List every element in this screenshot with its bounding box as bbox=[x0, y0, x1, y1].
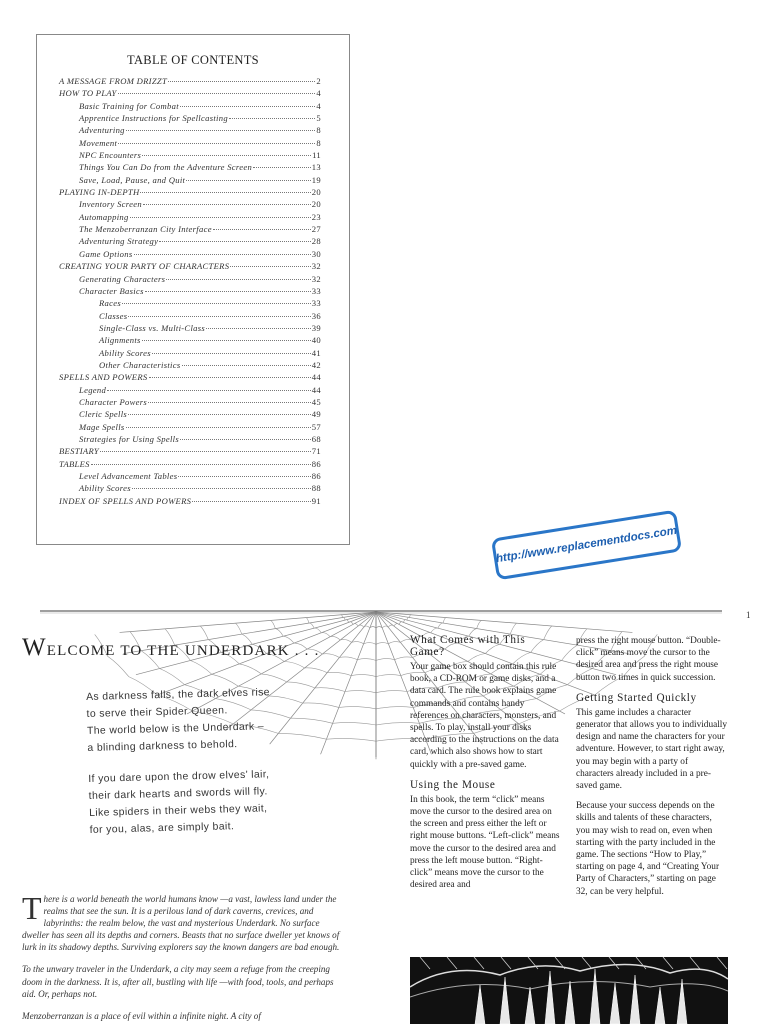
toc-entry bbox=[59, 496, 321, 508]
toc-entry-title: Adventuring bbox=[79, 125, 125, 136]
toc-entry-title: Basic Training for Combat bbox=[79, 100, 179, 111]
toc-entry-page: 5 bbox=[316, 113, 321, 124]
watermark-text[interactable]: http://www.replacementdocs.com bbox=[495, 524, 678, 566]
toc-entry-title: TABLES bbox=[59, 458, 90, 469]
toc-entry bbox=[59, 249, 321, 261]
toc-entry-page: 41 bbox=[311, 347, 321, 358]
toc-leader bbox=[253, 167, 311, 168]
underdark-city-illustration bbox=[410, 957, 728, 1024]
toc-entry bbox=[59, 113, 321, 125]
toc-entry-title: Single-Class vs. Multi-Class bbox=[99, 322, 206, 333]
toc-entry-title: Movement bbox=[79, 137, 118, 148]
poem-line: Like spiders in their webs they wait, bbox=[89, 803, 268, 819]
toc-entry-title: Races bbox=[99, 298, 122, 309]
toc-entry bbox=[59, 385, 321, 397]
toc-entry-page: 23 bbox=[311, 211, 321, 222]
toc-leader bbox=[134, 254, 311, 255]
toc-entry-page: 44 bbox=[311, 384, 321, 395]
toc-entry-title: Adventuring Strategy bbox=[79, 236, 159, 247]
toc-entry-page: 57 bbox=[311, 421, 321, 432]
toc-entry-page: 32 bbox=[311, 273, 321, 284]
toc-entry bbox=[59, 422, 321, 434]
toc-entry-page: 45 bbox=[311, 396, 321, 407]
toc-entry-page: 11 bbox=[312, 150, 321, 161]
toc-entry-title: Character Basics bbox=[79, 285, 144, 296]
toc-entry bbox=[59, 187, 321, 199]
toc-entry-page: 33 bbox=[311, 285, 321, 296]
toc-leader bbox=[168, 81, 315, 82]
welcome-heading-cap: W bbox=[22, 634, 47, 661]
toc-entry bbox=[59, 335, 321, 347]
toc-entry bbox=[59, 88, 321, 100]
toc-entry bbox=[59, 101, 321, 113]
toc-leader bbox=[122, 303, 311, 304]
toc-leader bbox=[91, 464, 311, 465]
page-number: 1 bbox=[746, 610, 751, 620]
toc-entry-page: 19 bbox=[311, 174, 321, 185]
toc-entry-page: 13 bbox=[311, 162, 321, 173]
toc-entry-title: Strategies for Using Spells bbox=[79, 433, 180, 444]
toc-entry-page: 88 bbox=[311, 483, 321, 494]
toc-leader bbox=[148, 402, 311, 403]
intro-text bbox=[22, 890, 344, 1032]
toc-entry-page: 86 bbox=[311, 471, 321, 481]
toc-entry-title: Things You Can Do from the Adventure Screen bbox=[79, 162, 253, 173]
toc-entry-title: Other Characteristics bbox=[99, 359, 181, 370]
toc-leader bbox=[206, 328, 311, 329]
column-one bbox=[410, 634, 560, 899]
toc-leader bbox=[178, 476, 310, 477]
toc-entry bbox=[59, 125, 321, 137]
toc-entry bbox=[59, 372, 321, 384]
toc-leader bbox=[145, 291, 311, 292]
paragraph: In this book, the term “click” means move the cursor to the desired area on the screen and press either the left or right mouse buttons. “Left-click” means move the cursor to the desired area and press the left mouse button. “Right-click” means move the cursor to the desired area and bbox=[410, 794, 560, 891]
toc-entry-title: PLAYING IN-DEPTH bbox=[59, 187, 140, 198]
toc-leader bbox=[192, 501, 311, 502]
poem-line: for you, alas, are simply bait. bbox=[89, 821, 235, 836]
poem-line: As darkness falls, the dark elves rise bbox=[86, 687, 271, 703]
poem-line: If you dare upon the drow elves’ lair, bbox=[88, 769, 270, 785]
toc-entry-page: 28 bbox=[311, 236, 321, 247]
poem-line: The world below is the Underdark – bbox=[86, 721, 265, 737]
toc-leader bbox=[107, 390, 311, 391]
toc-leader bbox=[130, 217, 311, 218]
toc-leader bbox=[128, 316, 310, 317]
toc-leader bbox=[126, 427, 311, 428]
toc-entry bbox=[59, 274, 321, 286]
toc-leader bbox=[159, 241, 311, 242]
toc-entry-page: 40 bbox=[311, 335, 321, 346]
toc-entry-page: 39 bbox=[311, 322, 321, 333]
toc-entry-title: Legend bbox=[79, 384, 107, 395]
toc-leader bbox=[100, 451, 311, 452]
toc-entry bbox=[59, 471, 321, 483]
toc-entry-page: 36 bbox=[311, 310, 321, 321]
toc-entry bbox=[59, 311, 321, 323]
toc-entry-title: Generating Characters bbox=[79, 273, 166, 284]
toc-entry-title: SPELLS AND POWERS bbox=[59, 372, 148, 383]
intro-paragraph: To the unwary traveler in the Underdark, a city may seem a refuge from the creeping doom in the darkness. It is, after all, bustling with life —with food, tools, and perhaps aid. Or, perhaps not. bbox=[22, 964, 334, 999]
toc-leader bbox=[186, 180, 311, 181]
section-heading-getting-started: Getting Started Quickly bbox=[576, 691, 697, 704]
toc-leader bbox=[152, 353, 311, 354]
toc-entry bbox=[59, 483, 321, 495]
toc-entry-title: Classes bbox=[99, 310, 128, 321]
paragraph: This game includes a character generator that allows you to individually design and name the characters for your adventure. However, to start right away, you may begin with a party of characters already included in a pre-saved game. bbox=[576, 707, 728, 792]
poem-line: to serve their Spider Queen. bbox=[86, 705, 228, 720]
toc-leader bbox=[166, 279, 311, 280]
drop-cap: T bbox=[22, 890, 42, 926]
toc-entry-page: 30 bbox=[311, 248, 321, 259]
toc-entry-title: INDEX OF SPELLS AND POWERS bbox=[59, 495, 192, 506]
toc-entry-page: 8 bbox=[316, 125, 321, 136]
toc-entry-page: 27 bbox=[311, 224, 321, 235]
poem-line: a blinding darkness to behold. bbox=[87, 739, 238, 754]
toc-list bbox=[59, 76, 321, 508]
table-of-contents bbox=[36, 34, 350, 545]
section-heading-using-mouse: Using the Mouse bbox=[410, 778, 496, 791]
toc-entry bbox=[59, 76, 321, 88]
toc-entry-title: Inventory Screen bbox=[79, 199, 142, 210]
toc-entry-page: 44 bbox=[311, 372, 321, 383]
section-heading-what-comes: What Comes with This Game? bbox=[410, 634, 526, 658]
column-two bbox=[576, 635, 728, 906]
toc-leader bbox=[143, 204, 311, 205]
toc-entry bbox=[59, 360, 321, 372]
toc-entry bbox=[59, 459, 321, 471]
toc-entry-title: Level Advancement Tables bbox=[79, 471, 178, 481]
toc-leader bbox=[118, 143, 315, 144]
toc-entry-page: 4 bbox=[316, 100, 321, 111]
toc-entry-page: 2 bbox=[316, 76, 321, 86]
paragraph: Your game box should contain this rule book, a CD-ROM or game disks, and a data card. The rule book explains game commands and contains handy references on characters, monsters, and spells. To play, install your disks according to the instructions on the data card, which also shows how to start quickly with a pre-saved game. bbox=[410, 662, 559, 770]
toc-entry-page: 20 bbox=[311, 199, 321, 210]
poem-line: their dark hearts and swords will fly. bbox=[88, 786, 268, 802]
toc-entry-title: Ability Scores bbox=[79, 483, 131, 494]
toc-leader bbox=[140, 192, 310, 193]
intro-paragraph: There is a world beneath the world humans know —a vast, lawless land under the realms that see the sun. It is a perilous land of dark caverns, crevices, and labyrinths: the realm below, the vast and mysterious Underdark. No surface dweller has seen all its depths and corners. Beasts that no surface dweller yet knows of lurk in its shadowy depths. Surviving explorers say the known dangers are bad enough. bbox=[22, 890, 340, 953]
toc-entry bbox=[59, 409, 321, 421]
toc-entry bbox=[59, 397, 321, 409]
paragraph: Because your success depends on the skills and talents of these characters, you may wish to read on, even when starting with the party included in the game. The sections “How to Play,” starting on page 4, and “Creating Your Party of Characters,” starting on page 32, can be very helpful. bbox=[576, 801, 720, 897]
toc-entry bbox=[59, 446, 321, 458]
toc-leader bbox=[180, 106, 315, 107]
toc-entry-page: 33 bbox=[311, 298, 321, 309]
toc-entry-page: 42 bbox=[311, 359, 321, 370]
toc-entry bbox=[59, 175, 321, 187]
toc-entry-page: 86 bbox=[311, 458, 321, 469]
toc-entry bbox=[59, 212, 321, 224]
toc-title: TABLE OF CONTENTS bbox=[127, 53, 259, 67]
toc-leader bbox=[182, 365, 311, 366]
toc-entry bbox=[59, 236, 321, 248]
toc-leader bbox=[142, 340, 311, 341]
toc-entry-title: BESTIARY bbox=[59, 446, 99, 457]
toc-entry bbox=[59, 434, 321, 446]
toc-leader bbox=[180, 439, 311, 440]
toc-entry-page: 91 bbox=[311, 495, 321, 506]
toc-entry-title: HOW TO PLAY bbox=[59, 88, 117, 99]
toc-leader bbox=[118, 93, 316, 94]
toc-entry-title: A MESSAGE FROM DRIZZT bbox=[59, 76, 168, 86]
toc-entry-page: 49 bbox=[311, 409, 321, 420]
toc-leader bbox=[126, 130, 316, 131]
toc-leader bbox=[132, 488, 311, 489]
toc-entry-page: 20 bbox=[311, 187, 321, 198]
toc-entry bbox=[59, 138, 321, 150]
toc-entry-title: The Menzoberranzan City Interface bbox=[79, 224, 212, 235]
toc-entry-title: CREATING YOUR PARTY OF CHARACTERS bbox=[59, 261, 230, 272]
toc-entry-title: Alignments bbox=[99, 335, 141, 346]
toc-leader bbox=[128, 414, 311, 415]
toc-entry-title: NPC Encounters bbox=[79, 150, 142, 161]
toc-entry-page: 32 bbox=[311, 261, 321, 272]
toc-entry-title: Cleric Spells bbox=[79, 409, 128, 420]
toc-entry-title: Game Options bbox=[79, 248, 133, 259]
toc-entry bbox=[59, 199, 321, 211]
toc-entry bbox=[59, 224, 321, 236]
toc-entry-title: Ability Scores bbox=[99, 347, 151, 358]
toc-entry bbox=[59, 348, 321, 360]
toc-entry-title: Character Powers bbox=[79, 396, 148, 407]
welcome-heading-rest: ELCOME TO THE UNDERDARK . . . bbox=[46, 643, 320, 659]
welcome-heading bbox=[22, 634, 320, 662]
toc-entry-title: Apprentice Instructions for Spellcasting bbox=[79, 113, 228, 124]
toc-entry bbox=[59, 323, 321, 335]
poem bbox=[86, 686, 310, 842]
toc-entry-title: Automapping bbox=[79, 211, 129, 222]
toc-leader bbox=[142, 155, 311, 156]
toc-entry bbox=[59, 150, 321, 162]
toc-leader bbox=[229, 118, 315, 119]
toc-entry bbox=[59, 261, 321, 273]
paragraph: press the right mouse button. “Double-click” means move the cursor to the desired area and press the right mouse button two times in quick succession. bbox=[576, 636, 721, 683]
toc-entry-title: Mage Spells bbox=[79, 421, 125, 432]
toc-leader bbox=[149, 377, 311, 378]
intro-paragraph: Menzoberranzan is a place of evil within a infinite night. A city of bbox=[22, 1010, 261, 1021]
toc-entry-page: 8 bbox=[316, 137, 321, 148]
toc-entry bbox=[59, 162, 321, 174]
toc-leader bbox=[230, 266, 310, 267]
toc-entry bbox=[59, 298, 321, 310]
toc-entry-page: 71 bbox=[311, 446, 321, 457]
toc-entry-page: 4 bbox=[316, 88, 321, 99]
toc-entry bbox=[59, 286, 321, 298]
toc-entry-page: 68 bbox=[311, 433, 321, 444]
watermark-badge[interactable] bbox=[491, 510, 682, 581]
toc-leader bbox=[213, 229, 311, 230]
toc-entry-title: Save, Load, Pause, and Quit bbox=[79, 174, 186, 185]
